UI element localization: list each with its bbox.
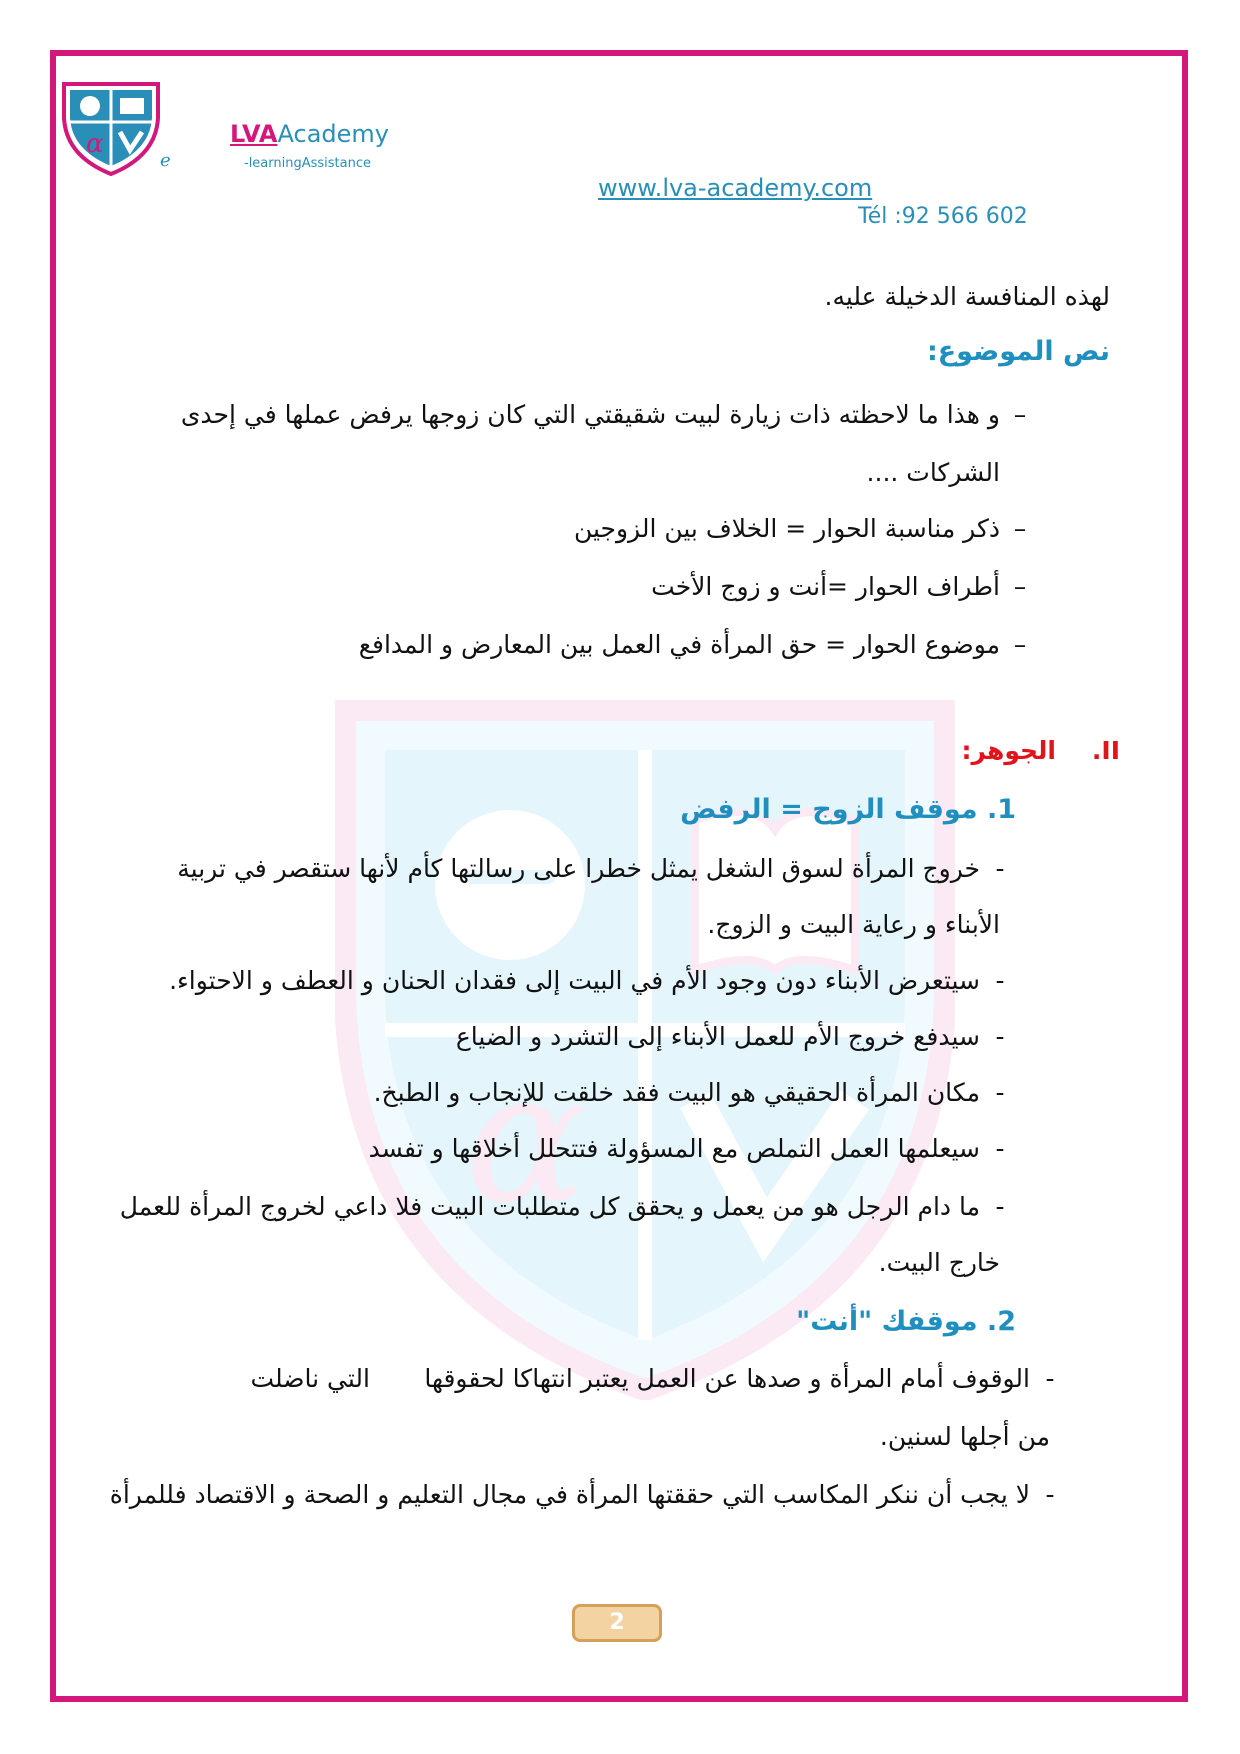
- svg-text:α: α: [86, 129, 104, 159]
- topic-heading: نص الموضوع:: [926, 336, 1110, 367]
- subsection-title: 1. موقف الزوج = الرفض: [680, 794, 1016, 825]
- website-link[interactable]: www.lva-academy.com: [598, 174, 873, 202]
- list-item-continuation: من أجلها لسنين.: [879, 1422, 1050, 1451]
- page-number-badge: 2: [572, 1604, 662, 1642]
- brand-e-letter: e: [160, 150, 171, 171]
- svg-text:α: α: [465, 1034, 587, 1243]
- phone-number: Tél :92 566 602: [858, 204, 1028, 229]
- list-item-continuation: خارج البيت.: [878, 1248, 1000, 1277]
- brand-name: LVAAcademy: [230, 120, 389, 148]
- section-title: الجوهر:: [961, 736, 1056, 765]
- list-item: -ما دام الرجل هو من يعمل و يحقق كل متطلبات البيت فلا داعي لخروج المرأة للعمل: [119, 1192, 1005, 1221]
- section-number: II.: [1091, 736, 1120, 765]
- list-item: -الوقوف أمام المرأة و صدها عن العمل يعتبر انتهاكا لحقوقها: [424, 1364, 1055, 1393]
- list-item: -خروج المرأة لسوق الشغل يمثل خطرا على رسالتها كأم لأنها ستقصر في تربية: [177, 854, 1005, 883]
- list-item: –و هذا ما لاحظته ذات زيارة لبيت شقيقتي التي كان زوجها يرفض عملها في إحدى: [180, 400, 1027, 429]
- list-item-fragment: التي ناضلت: [250, 1364, 370, 1393]
- list-item: -مكان المرأة الحقيقي هو البيت فقد خلقت للإنجاب و الطبخ.: [373, 1078, 1005, 1107]
- brand-tagline: -learningAssistance: [244, 156, 371, 171]
- list-item-continuation: الشركات ....: [866, 458, 1000, 487]
- academy-logo-icon: [56, 78, 166, 178]
- list-item-continuation: الأبناء و رعاية البيت و الزوج.: [707, 910, 1000, 939]
- list-item: –ذكر مناسبة الحوار = الخلاف بين الزوجين: [573, 514, 1027, 543]
- list-item: –موضوع الحوار = حق المرأة في العمل بين المعارض و المدافع: [358, 630, 1027, 659]
- list-item: -سيدفع خروج الأم للعمل الأبناء إلى التشرد و الضياع: [455, 1022, 1005, 1051]
- list-item: -سيتعرض الأبناء دون وجود الأم في البيت إلى فقدان الحنان و العطف و الاحتواء.: [169, 966, 1005, 995]
- list-item: –أطراف الحوار =أنت و زوج الأخت: [651, 572, 1027, 601]
- list-item: -لا يجب أن ننكر المكاسب التي حققتها المرأة في مجال التعليم و الصحة و الاقتصاد فللمرأة: [109, 1480, 1055, 1509]
- intro-line: لهذه المنافسة الدخيلة عليه.: [824, 282, 1110, 311]
- subsection-title: 2. موقفك "أنت": [796, 1306, 1016, 1337]
- list-item: -سيعلمها العمل التملص مع المسؤولة فتتحلل أخلاقها و تفسد: [368, 1134, 1005, 1163]
